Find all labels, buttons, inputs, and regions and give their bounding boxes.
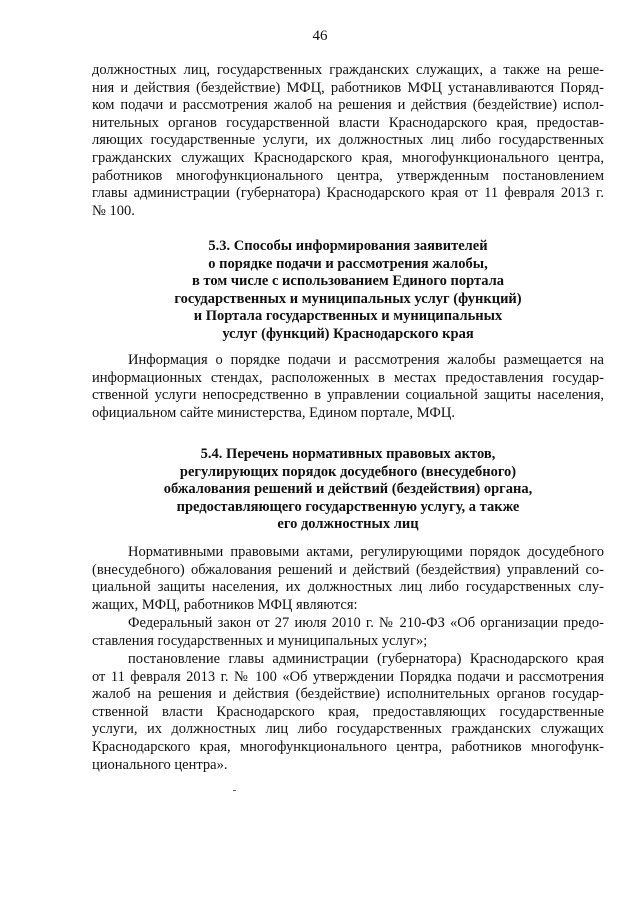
text-line: № 100. <box>92 202 135 219</box>
text-line: ком подачи и рассмотрения жалоб на решения и действия (бездействие) испол- <box>92 97 604 114</box>
text-line: услуги, их должностных лиц либо государственных гражданских служащих <box>92 721 604 738</box>
text-line: Федеральный закон от 27 июля 2010 г. № 210-ФЗ «Об организации предо- <box>128 615 604 631</box>
text-line: ственной услуги непосредственно в управлении социальной защиты населения, <box>92 387 604 404</box>
text-line: Нормативными правовыми актами, регулирующими порядок досудебного <box>128 544 604 560</box>
text-line: Информация о порядке подачи и рассмотрения жалобы размещается на <box>128 352 604 368</box>
heading-line: о порядке подачи и рассмотрения жалобы, <box>208 255 488 272</box>
text-line: жащих, МФЦ, работников МФЦ являются: <box>92 596 358 613</box>
text-line: гражданских служащих Краснодарского края, многофункционального центра, <box>92 149 604 166</box>
text-line: работников многофункционального центра, утвержденным постановлением <box>92 167 604 184</box>
page-number: 46 <box>312 28 328 44</box>
intro-paragraph <box>92 62 604 220</box>
text-line: нительных органов государственной власти Краснодарского края, предостав- <box>92 114 604 131</box>
text-line: (внесудебного) обжалования решений и действий (бездействия) управлений со- <box>92 561 604 578</box>
text-line: ния и действия (бездействие) МФЦ, работников МФЦ устанавливаются Поряд- <box>92 79 604 96</box>
section-5-4-resolution <box>92 651 604 774</box>
text-line: главы администрации (губернатора) Краснодарского края от 11 февраля 2013 г. <box>92 185 604 202</box>
heading-line: предоставляющего государственную услугу, а также <box>176 498 520 515</box>
text-line: ционального центра». <box>92 756 228 773</box>
scan-speck <box>233 790 236 791</box>
text-line: ственной власти Краснодарского края, предоставляющих государственные <box>92 703 604 720</box>
text-line: Краснодарского края, многофункционального центра, работников многофунк- <box>92 738 604 755</box>
section-5-4-federal-law <box>92 615 604 650</box>
heading-line: регулирующих порядок досудебного (внесудебного) <box>179 463 517 480</box>
heading-line: услуг (функций) Краснодарского края <box>222 325 474 342</box>
section-5-3-paragraph <box>92 352 604 422</box>
heading-line: 5.4. Перечень нормативных правовых актов, <box>200 446 496 462</box>
heading-line: обжалования решений и действий (бездействия) органа, <box>163 481 533 498</box>
heading-line: 5.3. Способы информирования заявителей <box>208 238 488 254</box>
text-line: информационных стендах, расположенных в местах предоставления государ- <box>92 369 604 386</box>
section-5-4-paragraph-intro <box>92 544 604 614</box>
heading-line: государственных и муниципальных услуг (функций) <box>174 290 522 307</box>
heading-line: в том числе с использованием Единого портала <box>191 273 505 290</box>
section-heading-5-4 <box>92 446 604 534</box>
section-heading-5-3 <box>92 238 604 344</box>
text-line: от 11 февраля 2013 г. № 100 «Об утверждении Порядка подачи и рассмотрения <box>92 668 604 685</box>
text-line: ставления государственных и муниципальных услуг»; <box>92 632 428 649</box>
text-line: циальной защиты населения, их должностных лиц либо государственных слу- <box>92 579 604 596</box>
text-line: жалоб на решения и действия (бездействие) исполнительных органов государ- <box>92 686 604 703</box>
text-line: постановление главы администрации (губернатора) Краснодарского края <box>128 651 604 667</box>
text-line: должностных лиц, государственных гражданских служащих, а также на реше- <box>92 62 604 78</box>
heading-line: и Портала государственных и муниципальных <box>193 308 503 325</box>
heading-line: его должностных лиц <box>277 516 419 533</box>
text-line: ляющих государственные услуги, их должностных лиц либо государственных <box>92 132 604 149</box>
text-line: официальном сайте министерства, Едином портале, МФЦ. <box>92 404 455 421</box>
